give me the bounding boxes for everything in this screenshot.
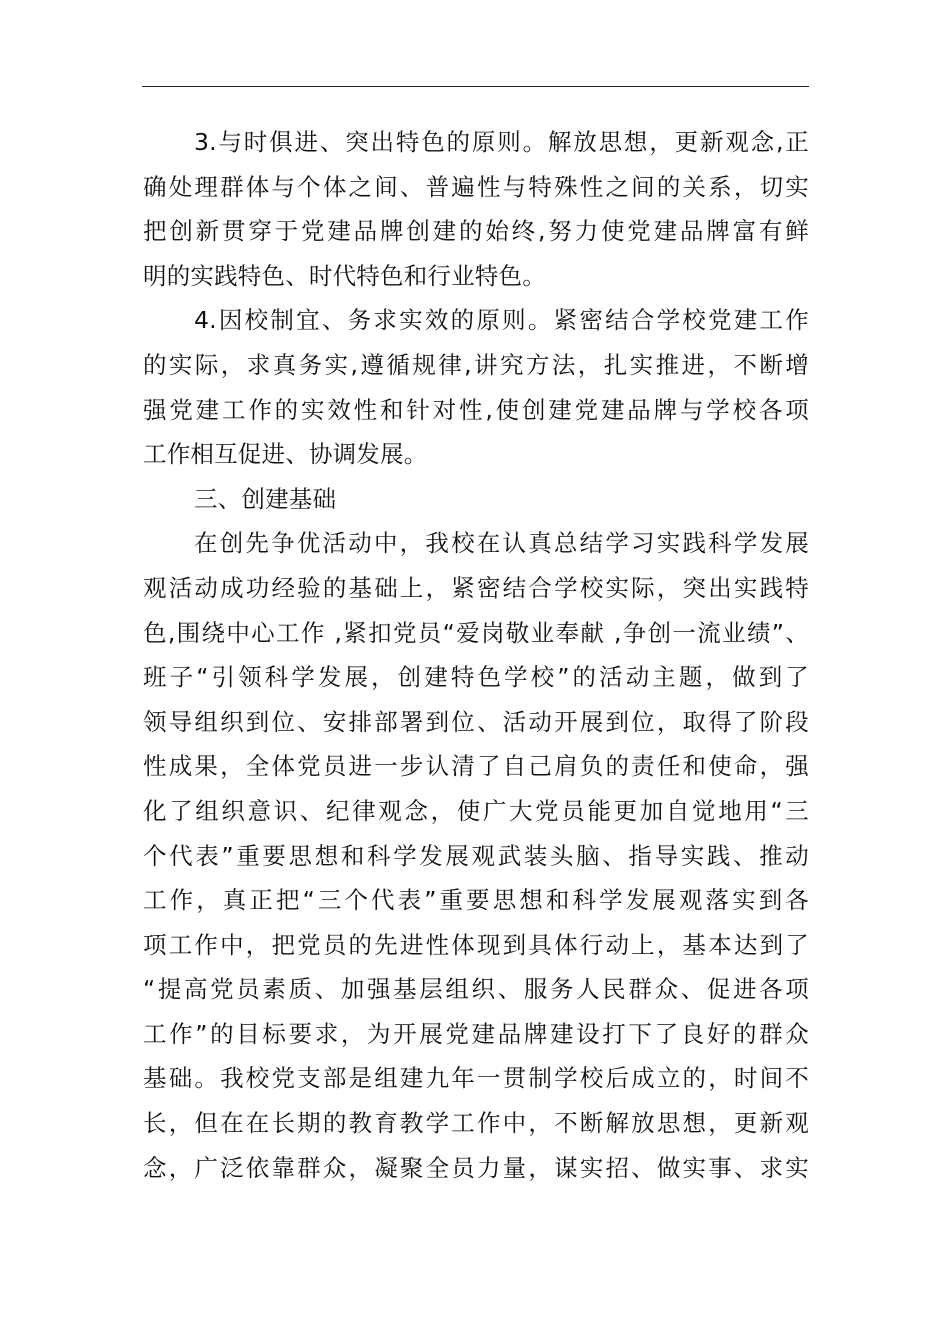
text-line: 观活动成功经验的基础上，紧密结合学校实际，突出实践特 [143,573,809,602]
text-line: 工作”的目标要求，为开展党建品牌建设打下了良好的群众 [143,1019,809,1048]
text-line: 长，但在在长期的教育教学工作中，不断解放思想，更新观 [143,1109,809,1138]
text-line: 在创先争优活动中，我校在认真总结学习实践科学发展 [194,529,809,558]
text-line: 的实际，求真务实,遵循规律,讲究方法，扎实推进，不断增 [143,350,809,379]
text-line: 工作相互促进、协调发展。 [143,440,428,469]
text-line: 领导组织到位、安排部署到位、活动开展到位，取得了阶段 [143,707,809,736]
text-line: 色,围绕中心工作 ,紧扣党员“爱岗敬业奉献 ,争创一流业绩”、 [143,618,809,647]
text-line: 工作，真正把“三个代表”重要思想和科学发展观落实到各 [143,886,809,915]
text-line: 念，广泛依靠群众，凝聚全员力量，谋实招、做实事、求实 [143,1153,809,1182]
text-line: 三、创建基础 [194,484,337,513]
text-line: “提高党员素质、加强基层组织、服务人民群众、促进各项 [143,975,809,1004]
text-line: 性成果，全体党员进一步认清了自己肩负的责任和使命，强 [143,752,809,781]
text-line: 确处理群体与个体之间、普遍性与特殊性之间的关系，切实 [143,172,809,201]
text-line: 项工作中，把党员的先进性体现到具体行动上，基本达到了 [143,930,809,959]
text-line: 4.因校制宜、务求实效的原则。紧密结合学校党建工作 [194,306,809,335]
document-body [143,120,809,1190]
text-line: 强党建工作的实效性和针对性,使创建党建品牌与学校各项 [143,395,809,424]
header-rule [142,86,809,87]
text-line: 3.与时俱进、突出特色的原则。解放思想，更新观念,正 [194,128,809,156]
text-line: 个代表”重要思想和科学发展观武装头脑、指导实践、推动 [143,841,809,870]
text-line: 明的实践特色、时代特色和行业特色。 [143,261,546,290]
text-line: 班子“引领科学发展，创建特色学校”的活动主题，做到了 [143,663,809,692]
text-line: 基础。我校党支部是组建九年一贯制学校后成立的，时间不 [143,1064,809,1093]
text-line: 把创新贯穿于党建品牌创建的始终,努力使党建品牌富有鲜 [143,217,809,246]
text-line: 化了组织意识、纪律观念，使广大党员能更加自觉地用“三 [143,796,809,825]
